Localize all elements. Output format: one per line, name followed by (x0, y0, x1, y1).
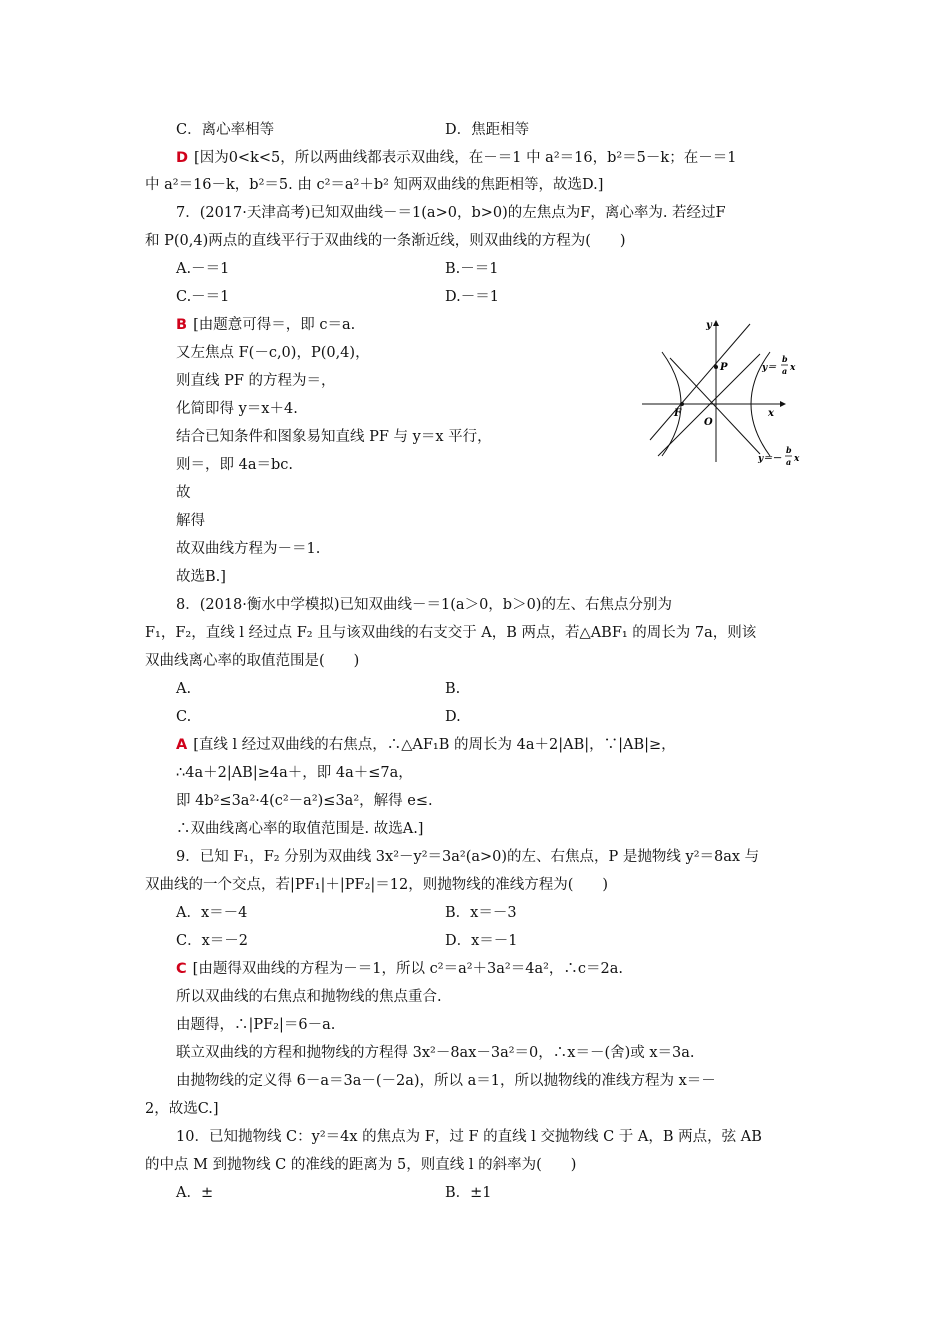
asymptote-pos-x: x (790, 363, 796, 373)
line-text: B．±1 (445, 1185, 492, 1201)
text-line (176, 148, 736, 168)
line-text: F₁，F₂，直线 l 经过点 F₂ 且与该双曲线的右支交于 A，B 两点，若△ABF₁ 的周长为 7a，则该 (145, 625, 757, 641)
text-line (176, 707, 191, 727)
line-text: 7．(2017·天津高考)已知双曲线－＝1(a>0，b>0)的左焦点为F，离心率为. 若经过F (176, 205, 726, 221)
asymptote-positive (658, 354, 760, 456)
focus-label: F (674, 408, 682, 419)
hyperbola-figure (640, 312, 815, 467)
line-text: 化简即得 y＝x＋4. (176, 401, 298, 417)
line-text: 和 P(0,4)两点的直线平行于双曲线的一条渐近线，则双曲线的方程为( ) (145, 233, 626, 249)
line-text: 结合已知条件和图象易知直线 PF 与 y＝x 平行， (176, 429, 492, 445)
text-line (176, 1071, 716, 1091)
line-text: A．± (176, 1185, 214, 1201)
answer-letter: A (176, 737, 188, 753)
line-text: 双曲线的一个交点，若|PF₁|＋|PF₂|＝12，则抛物线的准线方程为( ) (145, 877, 609, 893)
asymptote-negative (670, 358, 760, 454)
text-line (176, 819, 423, 839)
line-text: 双曲线离心率的取值范围是( ) (145, 653, 360, 669)
text-line (176, 427, 492, 447)
line-text: ∴双曲线离心率的取值范围是. 故选A.] (176, 821, 424, 837)
y-axis-arrow (713, 320, 719, 326)
line-text: C. (176, 709, 192, 725)
line-text: 则直线 PF 的方程为＝， (176, 373, 336, 389)
text-line (445, 931, 518, 951)
asymptote-pos-num: b (782, 354, 788, 364)
line-text: [直线 l 经过双曲线的右焦点，∴△AF₁B 的周长为 4a＋2|AB|，∵|AB|≥， (193, 737, 676, 753)
text-line (176, 735, 676, 755)
text-line (445, 707, 461, 727)
line-text: D. (445, 709, 461, 725)
text-line (176, 987, 442, 1007)
line-text: 解得 (176, 513, 205, 529)
text-line (176, 1015, 335, 1035)
text-line (445, 287, 499, 307)
text-line (145, 875, 608, 895)
line-text: 联立双曲线的方程和抛物线的方程得 3x²－8ax－3a²＝0，∴x＝－(舍)或 x＝3a. (176, 1045, 695, 1061)
text-line (145, 175, 603, 195)
text-line (445, 120, 529, 140)
answer-letter: C (176, 961, 187, 977)
text-line (176, 343, 370, 363)
line-text: B.－＝1 (445, 261, 499, 277)
text-line (445, 259, 499, 279)
line-text: 又左焦点 F(－c,0)，P(0,4)， (176, 345, 370, 361)
answer-letter: D (176, 150, 189, 166)
line-text: A. (176, 681, 192, 697)
line-text: 故双曲线方程为－＝1. (176, 541, 321, 557)
text-line (176, 847, 759, 867)
text-line (176, 1183, 213, 1203)
line-text: 9．已知 F₁，F₂ 分别为双曲线 3x²－y²＝3a²(a>0)的左、右焦点，P 是抛物线 y²＝8ax 与 (176, 849, 760, 865)
text-line (176, 287, 229, 307)
line-text: D．焦距相等 (445, 122, 530, 138)
text-line (176, 399, 298, 419)
text-line (176, 959, 623, 979)
text-line (176, 483, 191, 503)
text-line (145, 651, 359, 671)
text-line (176, 539, 320, 559)
text-line (176, 511, 205, 531)
line-text: 故 (176, 485, 191, 501)
line-text: D．x＝－1 (445, 933, 518, 949)
line-text: 则＝，即 4a＝bc. (176, 457, 293, 473)
line-pf (650, 324, 750, 440)
line-text: A．x＝－4 (176, 905, 248, 921)
asymptote-neg-x: x (794, 454, 800, 464)
line-text: 中 a²＝16－k，b²＝5. 由 c²＝a²＋b² 知两双曲线的焦距相等，故选D.] (145, 177, 604, 193)
line-text: [由题得双曲线的方程为－＝1，所以 c²＝a²＋3a²＝4a²，∴c＝2a. (192, 961, 624, 977)
line-text: B．x＝－3 (445, 905, 517, 921)
point-f (680, 402, 684, 406)
line-text: 8．(2018·衡水中学模拟)已知双曲线－＝1(a＞0，b＞0)的左、右焦点分别为 (176, 597, 672, 613)
line-text: C.－＝1 (176, 289, 230, 305)
text-line (145, 231, 626, 251)
line-text: 所以双曲线的右焦点和抛物线的焦点重合. (176, 989, 442, 1005)
line-text: A.－＝1 (176, 261, 230, 277)
line-text: C．x＝－2 (176, 933, 248, 949)
line-text: 10．已知抛物线 C：y²＝4x 的焦点为 F，过 F 的直线 l 交抛物线 C 于 A，B 两点，弦 AB (176, 1129, 762, 1145)
text-line (145, 1099, 219, 1119)
text-line (176, 371, 336, 391)
line-text: 即 4b²≤3a²·4(c²－a²)≤3a²，解得 e≤. (176, 793, 433, 809)
text-line (176, 595, 672, 615)
line-text: B. (445, 681, 461, 697)
text-line (445, 1183, 492, 1203)
text-line (176, 455, 293, 475)
text-line (176, 679, 191, 699)
answer-letter: B (176, 317, 188, 333)
asymptote-neg-den: a (786, 457, 792, 467)
text-line (176, 763, 413, 783)
line-text: [因为0<k<5，所以两曲线都表示双曲线，在－＝1 中 a²＝16，b²＝5－k；在－＝1 (194, 150, 737, 166)
line-text: ∴4a＋2|AB|≥4a＋，即 4a＋≤7a， (176, 765, 413, 781)
asymptote-pos-label: y＝ (762, 363, 777, 373)
text-line (445, 679, 460, 699)
line-text: D.－＝1 (445, 289, 499, 305)
line-text: 的中点 M 到抛物线 C 的准线的距离为 5，则直线 l 的斜率为( ) (145, 1157, 577, 1173)
asymptote-pos-den: a (782, 366, 788, 376)
point-p-label: P (720, 362, 728, 373)
asymptote-neg-label: y＝－ (758, 454, 782, 464)
origin-label: O (704, 417, 713, 428)
line-text: 故选B.] (176, 569, 226, 585)
point-p (714, 365, 718, 369)
text-line (145, 1155, 576, 1175)
y-axis-label: y (706, 320, 712, 331)
text-line (176, 315, 355, 335)
text-line (176, 1043, 695, 1063)
text-line (176, 203, 726, 223)
line-text: 由题得，∴|PF₂|＝6－a. (176, 1017, 336, 1033)
line-text: 2，故选C.] (145, 1101, 219, 1117)
text-line (176, 567, 226, 587)
text-line (445, 903, 517, 923)
text-line (145, 623, 756, 643)
text-line (176, 259, 229, 279)
text-line (176, 791, 433, 811)
text-line (176, 903, 247, 923)
text-line (176, 120, 274, 140)
text-line (176, 1127, 762, 1147)
x-axis-label: x (768, 408, 774, 419)
line-text: [由题意可得＝，即 c＝a. (193, 317, 356, 333)
asymptote-neg-num: b (786, 445, 792, 455)
line-text: C．离心率相等 (176, 122, 275, 138)
x-axis-arrow (780, 401, 786, 407)
text-line (176, 931, 248, 951)
line-text: 由抛物线的定义得 6－a＝3a－(－2a)，所以 a＝1，所以抛物线的准线方程为 x＝－ (176, 1073, 716, 1089)
